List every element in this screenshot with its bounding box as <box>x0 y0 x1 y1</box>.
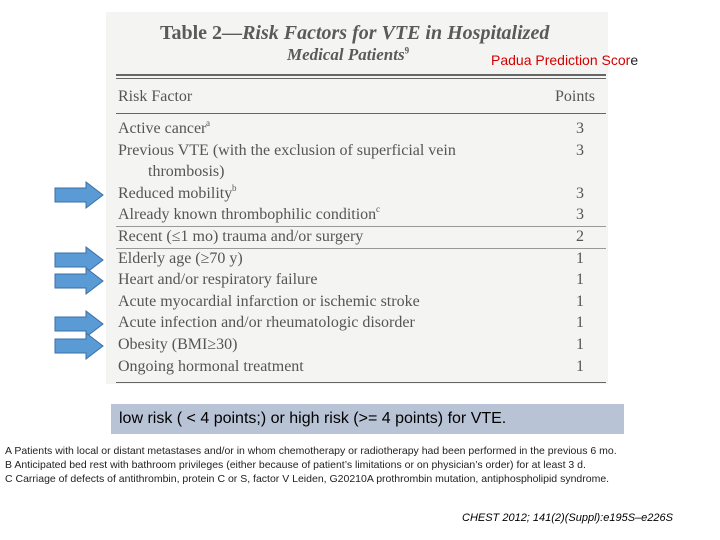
points-cell: 3 <box>576 184 584 202</box>
citation: CHEST 2012; 141(2)(Suppl):e195S–e226S <box>462 512 673 524</box>
risk-factor-cell: thrombosis) <box>148 163 225 181</box>
column-header-points: Points <box>555 88 596 105</box>
risk-factor-cell: Recent (≤1 mo) trauma and/or surgery <box>118 228 364 245</box>
risk-factor-cell: Obesity (BMI≥30) <box>118 336 238 353</box>
risk-factor-cell: Ongoing hormonal treatment <box>118 357 304 375</box>
risk-factor-cell: Previous VTE (with the exclusion of superficial vein <box>118 141 456 159</box>
footnote-marker: b <box>232 182 237 193</box>
footnote-a: A Patients with local or distant metastases and/or in whom chemotherapy or radiotherapy had been performed in the previous 6 mo. <box>5 445 617 457</box>
table-title-line2-text: Medical Patients <box>287 45 405 64</box>
table-title-emphasis: Risk Factors for VTE in Hospitalized <box>242 22 550 44</box>
row-divider <box>116 226 606 227</box>
right-arrow-icon <box>54 181 104 209</box>
padua-label-last-letter: e <box>630 52 639 68</box>
right-arrow-icon <box>54 332 104 360</box>
header-divider <box>116 113 606 114</box>
footnote-marker: c <box>376 204 380 215</box>
table-top-rule-thin <box>116 78 606 79</box>
points-cell: 1 <box>576 336 584 353</box>
risk-factor-cell: Acute myocardial infarction or ischemic stroke <box>118 292 420 310</box>
padua-score-label <box>491 52 638 68</box>
column-header-risk-factor: Risk Factor <box>118 88 193 105</box>
row-divider <box>116 248 606 249</box>
points-cell: 1 <box>576 292 584 310</box>
risk-factor-cell: Already known thrombophilic condition <box>118 206 377 224</box>
points-cell: 2 <box>576 228 584 245</box>
table-title-line2 <box>287 45 409 65</box>
footnote-marker: a <box>206 118 210 128</box>
table-top-rule <box>116 74 606 76</box>
table-title-reference: 9 <box>404 45 410 56</box>
points-cell: 3 <box>576 141 584 159</box>
points-cell: 3 <box>576 206 584 224</box>
risk-factor-cell: Reduced mobility <box>118 184 233 202</box>
risk-threshold-text: low risk ( < 4 points;) or high risk (>= 4 points) for VTE. <box>119 410 507 427</box>
points-cell: 1 <box>576 357 584 375</box>
risk-threshold-note <box>111 404 624 434</box>
right-arrow-icon <box>54 267 104 295</box>
points-cell: 1 <box>576 271 584 289</box>
risk-factor-cell: Acute infection and/or rheumatologic disorder <box>118 314 415 332</box>
table-bottom-rule <box>116 382 606 383</box>
risk-factor-cell: Elderly age (≥70 y) <box>118 249 243 267</box>
table-title-prefix: Table 2— <box>160 22 243 44</box>
footnote-c: C Carriage of defects of antithrombin, protein C or S, factor V Leiden, G20210A prothrombin mutation, antiphospholipid syndrome. <box>5 473 610 485</box>
padua-label-main: Padua Prediction Scor <box>491 52 631 68</box>
table-title <box>160 22 549 45</box>
footnote-b: B Anticipated bed rest with bathroom privileges (either because of patient’s limitations or on physician’s order) for at least 3 d. <box>5 459 586 471</box>
points-cell: 3 <box>576 120 584 137</box>
risk-factor-cell: Active cancer <box>118 120 207 137</box>
risk-factor-cell: Heart and/or respiratory failure <box>118 271 318 289</box>
points-cell: 1 <box>576 314 584 332</box>
points-cell: 1 <box>576 249 584 267</box>
